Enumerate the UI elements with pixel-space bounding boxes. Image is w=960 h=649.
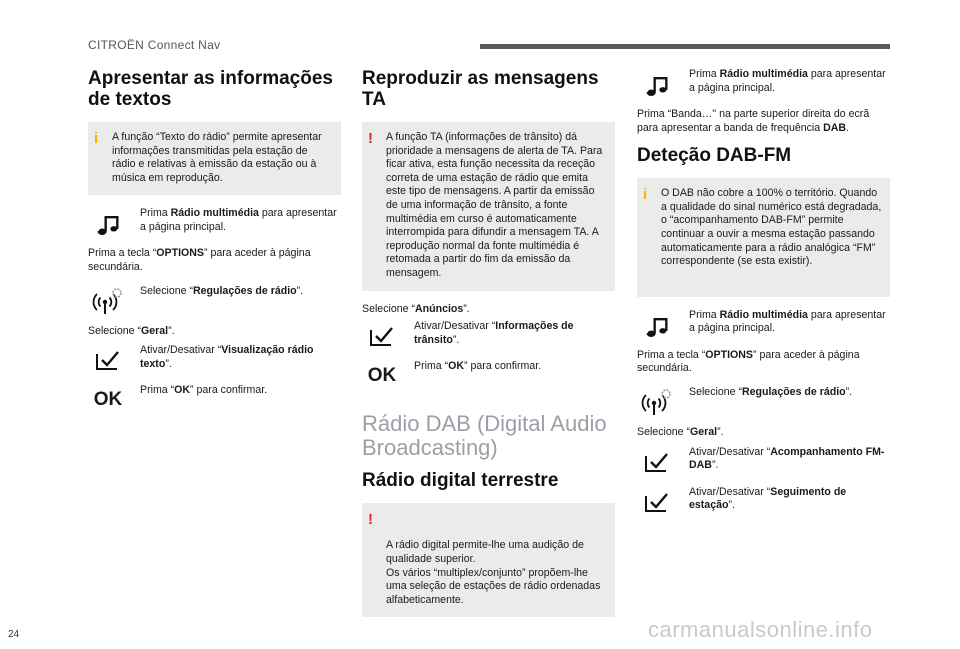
column-2 — [362, 68, 615, 629]
chapter-title-dab: Rádio DAB (Digital Audio Broadcasting) — [362, 411, 607, 461]
info-icon: i — [643, 186, 648, 204]
checkbox-icon — [88, 346, 128, 374]
column-3 — [637, 68, 890, 526]
header-brand: CITROËN Connect Nav — [88, 38, 221, 52]
step-radio-multimedia: Prima Rádio multimédia para apresentar a página principal. — [637, 309, 890, 339]
ok-icon: OK — [93, 389, 123, 411]
step-toggle-traffic-info: Ativar/Desativar “Informações de trânsito”. — [362, 320, 615, 350]
step-radio-multimedia: Prima Rádio multimédia para apresentar a página principal. — [637, 68, 890, 98]
column-1 — [88, 68, 341, 424]
paragraph-options: Prima a tecla “OPTIONS” para aceder à página secundária. — [88, 247, 311, 273]
info-box-dab-fm: i O DAB não cobre a 100% o território. Quando a qualidade do sinal numérico está degradada, o “acompanhamento DAB-FM” permite continuar a ouvir a mesma estação passando automaticamente para a rádio analógica “FM” correspondente (se esta existir). — [637, 178, 890, 297]
watermark: carmanualsonline.info — [648, 617, 873, 642]
paragraph-options: Prima a tecla “OPTIONS” para aceder à página secundária. — [637, 348, 860, 375]
step-confirm-ok: OK Prima “OK” para confirmar. — [88, 384, 341, 414]
section-title-text-info: Apresentar as informações de textos — [88, 68, 333, 110]
warning-box-ta: ! A função TA (informações de trânsito) dá prioridade a mensagens de alerta de TA. Para ficar ativa, esta função necessita da receção correta de uma estação de rádio que emita este tipo de mensagens. A partir da emissão de uma informação de trânsito, a fonte multimédia em curso é automaticamente interrompida para difundir a mensagem TA. A reprodução normal da fonte multimédia é retomada a partir do fim da emissão da mensagem. — [362, 122, 615, 291]
paragraph-band: Prima “Banda…" na parte superior direita do ecrã para apresentar a banda de frequência DAB. — [637, 108, 870, 134]
warning-icon: ! — [368, 511, 373, 529]
radio-antenna-icon — [637, 388, 677, 416]
ok-icon: OK — [367, 365, 397, 387]
step-radio-settings: Selecione “Regulações de rádio”. — [637, 386, 890, 416]
page-number: 24 — [8, 629, 20, 640]
section-title-ta: Reproduzir as mensagens TA — [362, 68, 599, 110]
header-bar — [480, 44, 890, 49]
step-toggle-fm-dab: Ativar/Desativar “Acompanhamento FM-DAB”. — [637, 446, 890, 476]
music-note-icon — [637, 311, 677, 339]
checkbox-icon — [637, 448, 677, 476]
info-icon: i — [94, 130, 99, 147]
paragraph-announcements: Selecione “Anúncios”. — [362, 302, 470, 315]
step-toggle-station-follow: Ativar/Desativar “Seguimento de estação”. — [637, 486, 890, 516]
step-radio-settings: Selecione “Regulações de rádio”. — [88, 285, 341, 315]
step-radio-multimedia: Prima Rádio multimédia para apresentar a página principal. — [88, 207, 341, 237]
step-toggle-radio-text: Ativar/Desativar “Visualização rádio texto”. — [88, 344, 341, 374]
section-title-digital-radio: Rádio digital terrestre — [362, 470, 559, 492]
warning-icon: ! — [368, 130, 373, 147]
checkbox-icon — [362, 322, 402, 350]
paragraph-general: Selecione “Geral”. — [637, 425, 724, 438]
info-box: i A função “Texto do rádio” permite apresentar informações transmitidas pela estação de rádio e relativas à emissão da estação ou à música em reprodução. — [88, 122, 341, 195]
paragraph-general: Selecione “Geral”. — [88, 324, 175, 337]
music-note-icon — [88, 209, 128, 237]
checkbox-icon — [637, 488, 677, 516]
music-note-icon — [637, 70, 677, 98]
step-confirm-ok: OK Prima “OK” para confirmar. — [362, 360, 615, 390]
radio-antenna-icon — [88, 287, 128, 315]
warning-box-dab: ! A rádio digital permite-lhe uma audição de qualidade superior. Os vários “multiplex/conjunto” propõem-lhe uma seleção de estações de rádio ordenadas alfabeticamente. — [362, 503, 615, 617]
section-title-dab-fm: Deteção DAB-FM — [637, 145, 792, 167]
